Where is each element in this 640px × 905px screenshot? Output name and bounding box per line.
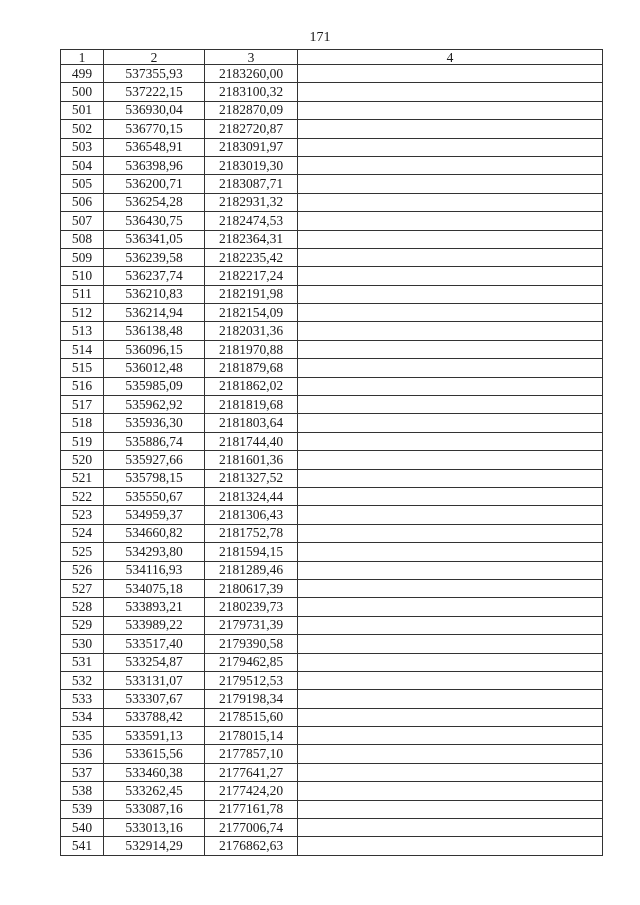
table-row <box>61 101 603 119</box>
y-coordinate-cell: 2177161,78 <box>205 800 298 818</box>
table-row <box>61 561 603 579</box>
description-cell <box>298 65 603 83</box>
point-number-cell: 524 <box>61 524 104 542</box>
table-row <box>61 230 603 248</box>
description-cell <box>298 101 603 119</box>
y-coordinate-cell: 2179390,58 <box>205 635 298 653</box>
table-header-row <box>61 50 603 65</box>
x-coordinate-cell: 536012,48 <box>104 359 205 377</box>
y-coordinate-cell: 2182474,53 <box>205 212 298 230</box>
coordinates-table <box>60 49 603 856</box>
table-row <box>61 156 603 174</box>
description-cell <box>298 653 603 671</box>
description-cell <box>298 524 603 542</box>
point-number-cell: 517 <box>61 396 104 414</box>
table-row <box>61 212 603 230</box>
x-coordinate-cell: 536341,05 <box>104 230 205 248</box>
point-number-cell: 504 <box>61 156 104 174</box>
point-number-cell: 525 <box>61 543 104 561</box>
x-coordinate-cell: 533615,56 <box>104 745 205 763</box>
x-coordinate-cell: 536430,75 <box>104 212 205 230</box>
y-coordinate-cell: 2181324,44 <box>205 487 298 505</box>
x-coordinate-cell: 533307,67 <box>104 690 205 708</box>
x-coordinate-cell: 533591,13 <box>104 727 205 745</box>
page-number: 171 <box>309 30 331 45</box>
x-coordinate-cell: 535886,74 <box>104 432 205 450</box>
y-coordinate-cell: 2182031,36 <box>205 322 298 340</box>
y-coordinate-cell: 2177641,27 <box>205 763 298 781</box>
description-cell <box>298 451 603 469</box>
y-coordinate-cell: 2181306,43 <box>205 506 298 524</box>
description-cell <box>298 193 603 211</box>
description-cell <box>298 175 603 193</box>
point-number-cell: 535 <box>61 727 104 745</box>
description-cell <box>298 708 603 726</box>
x-coordinate-cell: 536770,15 <box>104 120 205 138</box>
table-row <box>61 414 603 432</box>
table-row <box>61 598 603 616</box>
description-cell <box>298 267 603 285</box>
x-coordinate-cell: 533517,40 <box>104 635 205 653</box>
x-coordinate-cell: 534075,18 <box>104 579 205 597</box>
y-coordinate-cell: 2183087,71 <box>205 175 298 193</box>
point-number-cell: 510 <box>61 267 104 285</box>
description-cell <box>298 782 603 800</box>
x-coordinate-cell: 536398,96 <box>104 156 205 174</box>
x-coordinate-cell: 533893,21 <box>104 598 205 616</box>
y-coordinate-cell: 2183100,32 <box>205 83 298 101</box>
description-cell <box>298 230 603 248</box>
table-row <box>61 451 603 469</box>
y-coordinate-cell: 2181744,40 <box>205 432 298 450</box>
table-row <box>61 138 603 156</box>
description-cell <box>298 543 603 561</box>
x-coordinate-cell: 534959,37 <box>104 506 205 524</box>
x-coordinate-cell: 536096,15 <box>104 340 205 358</box>
description-cell <box>298 800 603 818</box>
description-cell <box>298 487 603 505</box>
table-row <box>61 267 603 285</box>
table-row <box>61 671 603 689</box>
table-row <box>61 690 603 708</box>
description-cell <box>298 745 603 763</box>
point-number-cell: 512 <box>61 304 104 322</box>
x-coordinate-cell: 534660,82 <box>104 524 205 542</box>
point-number-cell: 514 <box>61 340 104 358</box>
description-cell <box>298 690 603 708</box>
y-coordinate-cell: 2176862,63 <box>205 837 298 855</box>
description-cell <box>298 285 603 303</box>
point-number-cell: 529 <box>61 616 104 634</box>
point-number-cell: 532 <box>61 671 104 689</box>
x-coordinate-cell: 536254,28 <box>104 193 205 211</box>
table-row <box>61 469 603 487</box>
table-row <box>61 359 603 377</box>
description-cell <box>298 322 603 340</box>
column-header-4: 4 <box>298 50 603 65</box>
point-number-cell: 516 <box>61 377 104 395</box>
description-cell <box>298 635 603 653</box>
y-coordinate-cell: 2182720,87 <box>205 120 298 138</box>
table-row <box>61 487 603 505</box>
table-row <box>61 708 603 726</box>
x-coordinate-cell: 536239,58 <box>104 248 205 266</box>
point-number-cell: 537 <box>61 763 104 781</box>
description-cell <box>298 377 603 395</box>
point-number-cell: 528 <box>61 598 104 616</box>
description-cell <box>298 304 603 322</box>
point-number-cell: 515 <box>61 359 104 377</box>
table-row <box>61 65 603 83</box>
description-cell <box>298 432 603 450</box>
x-coordinate-cell: 532914,29 <box>104 837 205 855</box>
y-coordinate-cell: 2181752,78 <box>205 524 298 542</box>
x-coordinate-cell: 533087,16 <box>104 800 205 818</box>
point-number-cell: 502 <box>61 120 104 138</box>
table-row <box>61 837 603 855</box>
point-number-cell: 539 <box>61 800 104 818</box>
description-cell <box>298 561 603 579</box>
point-number-cell: 506 <box>61 193 104 211</box>
x-coordinate-cell: 535936,30 <box>104 414 205 432</box>
point-number-cell: 540 <box>61 819 104 837</box>
table-row <box>61 653 603 671</box>
x-coordinate-cell: 534116,93 <box>104 561 205 579</box>
point-number-cell: 499 <box>61 65 104 83</box>
description-cell <box>298 248 603 266</box>
x-coordinate-cell: 533254,87 <box>104 653 205 671</box>
y-coordinate-cell: 2179731,39 <box>205 616 298 634</box>
y-coordinate-cell: 2181594,15 <box>205 543 298 561</box>
point-number-cell: 500 <box>61 83 104 101</box>
x-coordinate-cell: 536548,91 <box>104 138 205 156</box>
column-header-3: 3 <box>205 50 298 65</box>
y-coordinate-cell: 2178515,60 <box>205 708 298 726</box>
table-row <box>61 396 603 414</box>
x-coordinate-cell: 536237,74 <box>104 267 205 285</box>
table-row <box>61 819 603 837</box>
x-coordinate-cell: 535985,09 <box>104 377 205 395</box>
x-coordinate-cell: 536214,94 <box>104 304 205 322</box>
point-number-cell: 518 <box>61 414 104 432</box>
x-coordinate-cell: 537355,93 <box>104 65 205 83</box>
y-coordinate-cell: 2178015,14 <box>205 727 298 745</box>
point-number-cell: 533 <box>61 690 104 708</box>
table-row <box>61 763 603 781</box>
y-coordinate-cell: 2182931,32 <box>205 193 298 211</box>
point-number-cell: 508 <box>61 230 104 248</box>
description-cell <box>298 727 603 745</box>
description-cell <box>298 763 603 781</box>
description-cell <box>298 359 603 377</box>
x-coordinate-cell: 533013,16 <box>104 819 205 837</box>
point-number-cell: 509 <box>61 248 104 266</box>
table-row <box>61 175 603 193</box>
x-coordinate-cell: 534293,80 <box>104 543 205 561</box>
table-row <box>61 322 603 340</box>
y-coordinate-cell: 2181879,68 <box>205 359 298 377</box>
y-coordinate-cell: 2181819,68 <box>205 396 298 414</box>
description-cell <box>298 212 603 230</box>
table-row <box>61 193 603 211</box>
y-coordinate-cell: 2177006,74 <box>205 819 298 837</box>
description-cell <box>298 598 603 616</box>
description-cell <box>298 506 603 524</box>
description-cell <box>298 671 603 689</box>
y-coordinate-cell: 2177424,20 <box>205 782 298 800</box>
table-row <box>61 377 603 395</box>
y-coordinate-cell: 2179462,85 <box>205 653 298 671</box>
table-row <box>61 616 603 634</box>
table-row <box>61 285 603 303</box>
point-number-cell: 530 <box>61 635 104 653</box>
table-row <box>61 543 603 561</box>
description-cell <box>298 396 603 414</box>
y-coordinate-cell: 2179512,53 <box>205 671 298 689</box>
point-number-cell: 526 <box>61 561 104 579</box>
point-number-cell: 522 <box>61 487 104 505</box>
y-coordinate-cell: 2181803,64 <box>205 414 298 432</box>
x-coordinate-cell: 533989,22 <box>104 616 205 634</box>
table-row <box>61 248 603 266</box>
y-coordinate-cell: 2179198,34 <box>205 690 298 708</box>
x-coordinate-cell: 536210,83 <box>104 285 205 303</box>
x-coordinate-cell: 537222,15 <box>104 83 205 101</box>
description-cell <box>298 414 603 432</box>
table-row <box>61 635 603 653</box>
table-row <box>61 83 603 101</box>
description-cell <box>298 83 603 101</box>
point-number-cell: 531 <box>61 653 104 671</box>
table-row <box>61 727 603 745</box>
column-header-2: 2 <box>104 50 205 65</box>
x-coordinate-cell: 535962,92 <box>104 396 205 414</box>
point-number-cell: 520 <box>61 451 104 469</box>
x-coordinate-cell: 535798,15 <box>104 469 205 487</box>
table-row <box>61 340 603 358</box>
point-number-cell: 534 <box>61 708 104 726</box>
point-number-cell: 505 <box>61 175 104 193</box>
point-number-cell: 519 <box>61 432 104 450</box>
y-coordinate-cell: 2180617,39 <box>205 579 298 597</box>
point-number-cell: 523 <box>61 506 104 524</box>
description-cell <box>298 138 603 156</box>
x-coordinate-cell: 535927,66 <box>104 451 205 469</box>
point-number-cell: 538 <box>61 782 104 800</box>
point-number-cell: 501 <box>61 101 104 119</box>
y-coordinate-cell: 2181327,52 <box>205 469 298 487</box>
table-body <box>61 65 603 856</box>
point-number-cell: 536 <box>61 745 104 763</box>
description-cell <box>298 340 603 358</box>
x-coordinate-cell: 533131,07 <box>104 671 205 689</box>
y-coordinate-cell: 2182191,98 <box>205 285 298 303</box>
table-row <box>61 800 603 818</box>
table-row <box>61 506 603 524</box>
x-coordinate-cell: 533262,45 <box>104 782 205 800</box>
y-coordinate-cell: 2182154,09 <box>205 304 298 322</box>
y-coordinate-cell: 2181289,46 <box>205 561 298 579</box>
y-coordinate-cell: 2177857,10 <box>205 745 298 763</box>
table-row <box>61 304 603 322</box>
table-row <box>61 432 603 450</box>
y-coordinate-cell: 2183260,00 <box>205 65 298 83</box>
table-row <box>61 579 603 597</box>
y-coordinate-cell: 2182870,09 <box>205 101 298 119</box>
y-coordinate-cell: 2183091,97 <box>205 138 298 156</box>
x-coordinate-cell: 535550,67 <box>104 487 205 505</box>
x-coordinate-cell: 533788,42 <box>104 708 205 726</box>
table-row <box>61 524 603 542</box>
column-header-1: 1 <box>61 50 104 65</box>
y-coordinate-cell: 2182235,42 <box>205 248 298 266</box>
y-coordinate-cell: 2183019,30 <box>205 156 298 174</box>
description-cell <box>298 579 603 597</box>
y-coordinate-cell: 2180239,73 <box>205 598 298 616</box>
y-coordinate-cell: 2181601,36 <box>205 451 298 469</box>
description-cell <box>298 469 603 487</box>
point-number-cell: 503 <box>61 138 104 156</box>
description-cell <box>298 837 603 855</box>
point-number-cell: 507 <box>61 212 104 230</box>
x-coordinate-cell: 536138,48 <box>104 322 205 340</box>
point-number-cell: 513 <box>61 322 104 340</box>
x-coordinate-cell: 536930,04 <box>104 101 205 119</box>
table-row <box>61 782 603 800</box>
point-number-cell: 527 <box>61 579 104 597</box>
description-cell <box>298 819 603 837</box>
y-coordinate-cell: 2181862,02 <box>205 377 298 395</box>
y-coordinate-cell: 2182364,31 <box>205 230 298 248</box>
table-row <box>61 120 603 138</box>
point-number-cell: 521 <box>61 469 104 487</box>
y-coordinate-cell: 2182217,24 <box>205 267 298 285</box>
description-cell <box>298 156 603 174</box>
point-number-cell: 541 <box>61 837 104 855</box>
x-coordinate-cell: 533460,38 <box>104 763 205 781</box>
description-cell <box>298 616 603 634</box>
table-row <box>61 745 603 763</box>
point-number-cell: 511 <box>61 285 104 303</box>
description-cell <box>298 120 603 138</box>
y-coordinate-cell: 2181970,88 <box>205 340 298 358</box>
x-coordinate-cell: 536200,71 <box>104 175 205 193</box>
